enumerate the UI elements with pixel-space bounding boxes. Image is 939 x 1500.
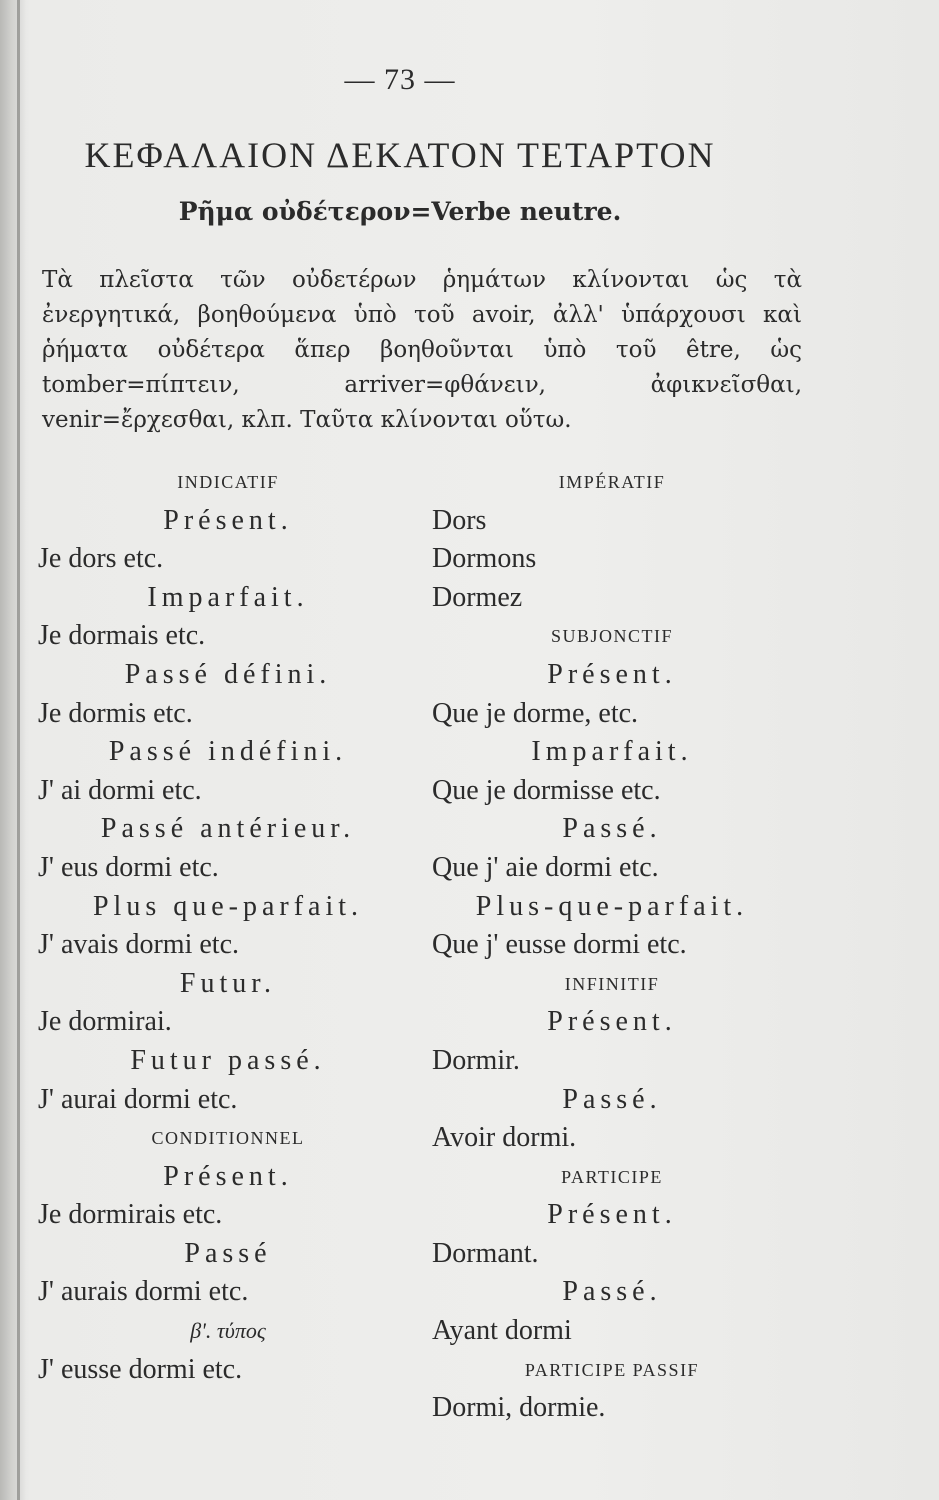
verb-form: Que j' eusse dormi etc. xyxy=(432,929,687,961)
verb-form: Avoir dormi. xyxy=(432,1122,577,1154)
verb-form: J' ai dormi etc. xyxy=(38,774,202,806)
verb-form: Dormons xyxy=(432,543,537,575)
tense-label: Présent. xyxy=(547,658,677,690)
tense-label: Présent. xyxy=(547,1006,677,1038)
tense-label: Plus-que-parfait. xyxy=(475,890,749,922)
mood-heading: PARTICIPE xyxy=(561,1166,663,1187)
verb-form: Ayant dormi xyxy=(432,1315,572,1347)
verb-form: Dormir. xyxy=(432,1044,520,1076)
tense-label: Passé. xyxy=(562,1083,662,1115)
tense-label: Futur passé. xyxy=(130,1044,326,1076)
tense-label: Présent. xyxy=(163,1160,293,1192)
tense-label: Plus que-parfait. xyxy=(92,890,364,922)
tense-label: Futur. xyxy=(179,967,277,999)
section-subtitle: Ρῆμα οὐδέτερον=Verbe neutre. xyxy=(178,197,622,226)
mood-heading: INFINITIF xyxy=(564,973,660,994)
verb-form: Que je dorme, etc. xyxy=(432,697,639,729)
mood-heading: PARTICIPE PASSIF xyxy=(524,1359,700,1380)
verb-form: Que je dormisse etc. xyxy=(432,774,661,806)
mood-heading: SUBJONCTIF xyxy=(550,626,674,647)
verb-form: J' aurais dormi etc. xyxy=(38,1276,249,1308)
conjugation-right-column xyxy=(432,463,792,1428)
verb-form: J' avais dormi etc. xyxy=(38,929,239,961)
mood-heading: INDICATIF xyxy=(177,472,279,492)
tense-label: Passé. xyxy=(562,1276,662,1308)
tense-label: Passé xyxy=(184,1237,272,1269)
verb-form: J' eus dormi etc. xyxy=(38,851,219,883)
variant-label: β'. τύπος xyxy=(190,1318,266,1344)
tense-label: Passé. xyxy=(562,813,662,845)
verb-form: Que j' aie dormi etc. xyxy=(432,851,659,883)
tense-label: Passé antérieur. xyxy=(100,813,356,845)
verb-form: Dors xyxy=(432,504,487,536)
intro-paragraph: Τὰ πλεῖστα τῶν οὐδετέρων ῥημάτων κλίνονται ὡς τὰ ἐνεργητικά, βοηθούμενα ὑπὸ τοῦ avoir, ἀλλ' ὑπάρχουσι καὶ ῥήματα οὐδέτερα ἅπερ βοηθοῦνται ὑπὸ τοῦ être, ὡς tomber=πίπτειν, arriver=φθάνειν, ἀφικνεῖσθαι, venir=ἔρχεσθαι, κλπ. Ταῦτα κλίνονται οὕτω. xyxy=(42,267,802,433)
tense-label: Présent. xyxy=(547,1199,677,1231)
verb-form: J' aurai dormi etc. xyxy=(38,1083,238,1115)
tense-label: Imparfait. xyxy=(147,581,309,613)
chapter-title: ΚΕΦΑΛΑΙΟΝ ΔΕΚΑΤΟΝ ΤΕΤΑΡΤΟΝ xyxy=(84,135,716,175)
tense-label: Passé défini. xyxy=(124,658,332,690)
verb-form: Je dormais etc. xyxy=(38,620,206,652)
conjugation-left-column xyxy=(38,463,418,1389)
mood-heading: CONDITIONNEL xyxy=(151,1128,305,1149)
verb-form: Dormez xyxy=(432,581,523,613)
verb-form: Dormant. xyxy=(432,1237,539,1269)
verb-form: Je dormirais etc. xyxy=(38,1199,223,1231)
page-number: — 73 — xyxy=(344,63,456,96)
verb-form: Je dors etc. xyxy=(38,543,164,575)
tense-label: Imparfait. xyxy=(531,736,693,768)
verb-form: Je dormis etc. xyxy=(38,697,193,729)
verb-form: Je dormirai. xyxy=(38,1006,172,1038)
verb-form: J' eusse dormi etc. xyxy=(38,1353,243,1385)
tense-label: Présent. xyxy=(163,504,293,536)
mood-heading: IMPÉRATIF xyxy=(558,472,666,492)
verb-form: Dormi, dormie. xyxy=(432,1392,606,1424)
tense-label: Passé indéfini. xyxy=(108,736,348,768)
